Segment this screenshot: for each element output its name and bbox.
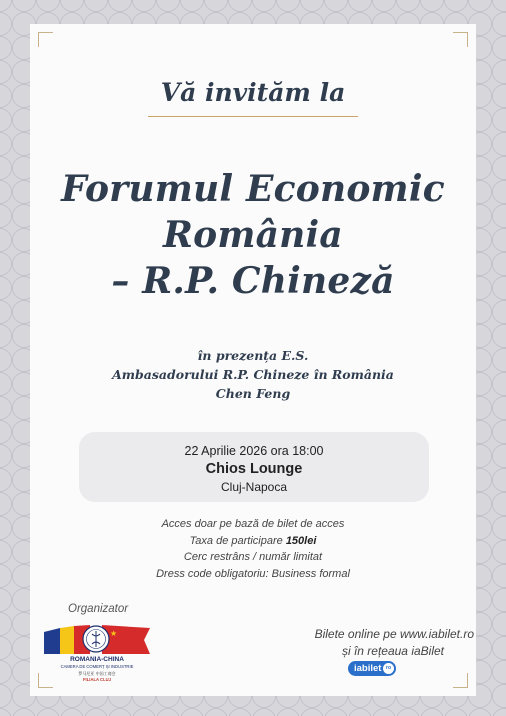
ticket-info [315,626,474,660]
access-note: Acces doar pe bază de bilet de acces [161,518,345,530]
event-date-time: 22 Aprilie 2026 ora 18:00 [184,444,324,458]
attendance-info [0,516,506,582]
iabilet-logo[interactable] [348,661,396,676]
invitation-heading: Vă invităm la [160,78,346,107]
corner-ornament [38,32,53,47]
logo-subtitle: CAMERA DE COMERȚ ȘI INDUSTRIE [60,664,134,669]
event-details-box [79,432,429,502]
presence-line: Ambasadorului R.P. Chineze în România [112,367,394,382]
corner-ornament [453,32,468,47]
fee-label: Taxa de participare [189,534,286,547]
presence-line: Chen Feng [215,386,291,401]
event-venue: Chios Lounge [205,461,303,477]
event-title [0,166,506,304]
corner-ornament [453,673,468,688]
logo-chinese-text: 罗马尼亚 中国工商会 [78,671,116,676]
limited-note: Cerc restrâns / număr limitat [183,551,323,563]
organizer-logo [40,622,154,684]
event-city: Cluj-Napoca [220,480,288,494]
fee-note [0,533,506,550]
event-title-line: Forumul Economic [61,168,445,210]
iabilet-logo-text: iabilet [354,663,382,674]
presence-line: în prezența E.S. [197,348,309,363]
logo-title: ROMANIA-CHINA [70,656,124,663]
dress-code-note: Dress code obligatoriu: Business formal [156,567,350,580]
guest-of-honor [0,346,506,403]
flags-emblem-icon [40,622,154,658]
event-title-line: – R.P. Chineză [111,260,395,302]
ticket-network-text: și în rețeaua iaBilet [341,644,444,658]
fee-value: 150lei [285,534,317,547]
organizer-label: Organizator [68,603,129,615]
logo-branch: FILIALA CLUJ [83,677,111,682]
ticket-online-text: Bilete online pe www.iabilet.ro [314,627,474,641]
event-title-line: România [163,214,343,256]
divider-rule [148,116,358,117]
iabilet-ro-badge: ro [383,663,394,674]
svg-text:★: ★ [110,629,118,638]
